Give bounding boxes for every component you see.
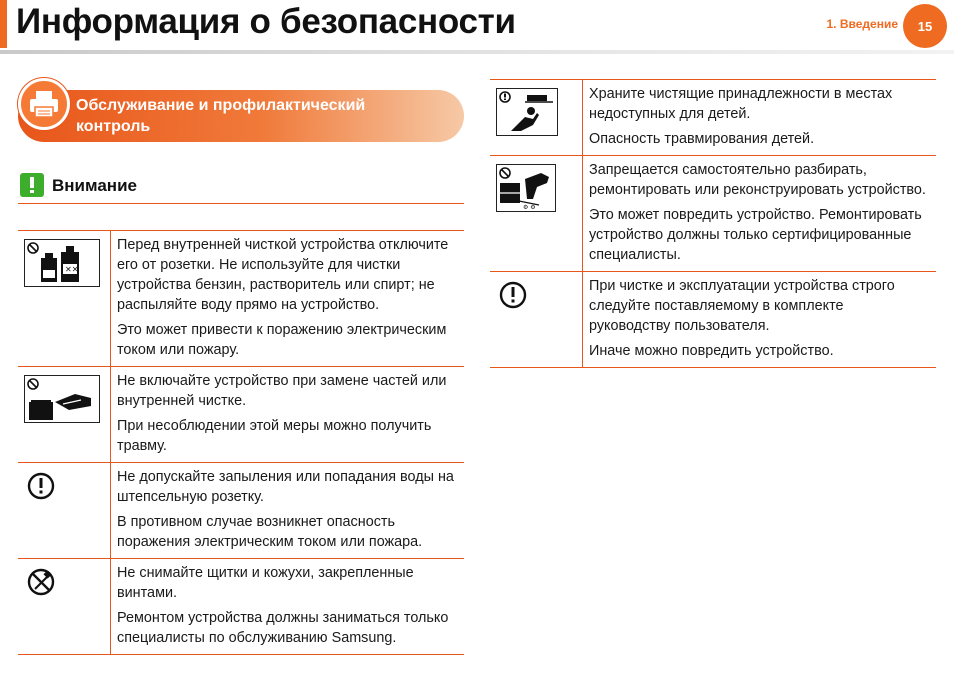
table-row xyxy=(18,231,464,367)
section-title: Обслуживание и профилактический контроль xyxy=(76,97,366,135)
chapter-link[interactable]: 1. Введение xyxy=(826,17,898,31)
text-cell xyxy=(583,272,937,368)
table-row xyxy=(490,156,936,272)
table-row xyxy=(18,559,464,655)
text-cell xyxy=(583,156,937,272)
icon-cell xyxy=(18,559,111,655)
exclamation-circle-icon xyxy=(26,471,110,506)
consequence-text: Опасность травмирования детей. xyxy=(589,131,815,147)
consequence-text: Ремонтом устройства должны заниматься только специалисты по обслуживанию Samsung. xyxy=(117,610,449,646)
warning-label: Внимание xyxy=(52,176,137,195)
header-accent-bar xyxy=(0,0,7,48)
page-title: Информация о безопасности xyxy=(16,2,516,41)
text-cell xyxy=(583,80,937,156)
safety-table-right xyxy=(490,79,936,368)
no-chemicals-icon xyxy=(24,239,100,287)
icon-cell xyxy=(18,367,111,463)
instruction-text: При чистке и эксплуатации устройства строго следуйте поставляемому в комплекте руководству пользователя. xyxy=(589,278,895,334)
exclamation-badge-icon xyxy=(20,173,44,197)
icon-cell xyxy=(18,231,111,367)
instruction-text: Перед внутренней чисткой устройства отключите его от розетки. Не используйте для чистки устройства бензин, растворитель или спирт; не распыляйте воду прямо на устройство. xyxy=(117,237,449,313)
text-cell xyxy=(111,559,465,655)
keep-from-children-icon xyxy=(496,88,558,136)
warning-header xyxy=(18,171,464,204)
section-banner xyxy=(18,90,464,142)
consequence-text: При несоблюдении этой меры можно получить травму. xyxy=(117,418,432,454)
no-disassembly-icon xyxy=(496,164,556,212)
svg-text:✕✕: ✕✕ xyxy=(65,265,79,274)
consequence-text: В противном случае возникнет опасность поражения электрическим током или пожара. xyxy=(117,514,423,550)
consequence-text: Это может привести к поражению электрическим током или пожару. xyxy=(117,322,447,358)
icon-cell xyxy=(490,80,583,156)
instruction-text: Запрещается самостоятельно разбирать, ремонтировать или реконструировать устройство. xyxy=(589,162,926,198)
icon-cell xyxy=(490,156,583,272)
page-number-badge: 15 xyxy=(903,4,947,48)
icon-cell xyxy=(18,463,111,559)
exclamation-circle-icon xyxy=(498,280,582,315)
consequence-text: Это может повредить устройство. Ремонтировать устройство должны только сертифицированные специалисты. xyxy=(589,207,922,263)
table-row xyxy=(18,367,464,463)
svg-text:⚙ ⚙: ⚙ ⚙ xyxy=(523,204,536,211)
no-power-during-cleaning-icon xyxy=(24,375,100,423)
instruction-text: Не допускайте запыления или попадания воды на штепсельную розетку. xyxy=(117,469,454,505)
safety-table-left xyxy=(18,230,464,655)
table-row xyxy=(490,80,936,156)
instruction-text: Не включайте устройство при замене частей или внутренней чистке. xyxy=(117,373,447,409)
instruction-text: Не снимайте щитки и кожухи, закрепленные винтами. xyxy=(117,565,414,601)
table-row xyxy=(490,272,936,368)
printer-icon xyxy=(18,78,70,130)
icon-cell xyxy=(490,272,583,368)
text-cell xyxy=(111,231,465,367)
no-screwdriver-icon xyxy=(26,567,110,602)
header-divider xyxy=(0,50,954,54)
text-cell xyxy=(111,367,465,463)
text-cell xyxy=(111,463,465,559)
instruction-text: Храните чистящие принадлежности в местах недоступных для детей. xyxy=(589,86,893,122)
table-row xyxy=(18,463,464,559)
consequence-text: Иначе можно повредить устройство. xyxy=(589,343,834,359)
